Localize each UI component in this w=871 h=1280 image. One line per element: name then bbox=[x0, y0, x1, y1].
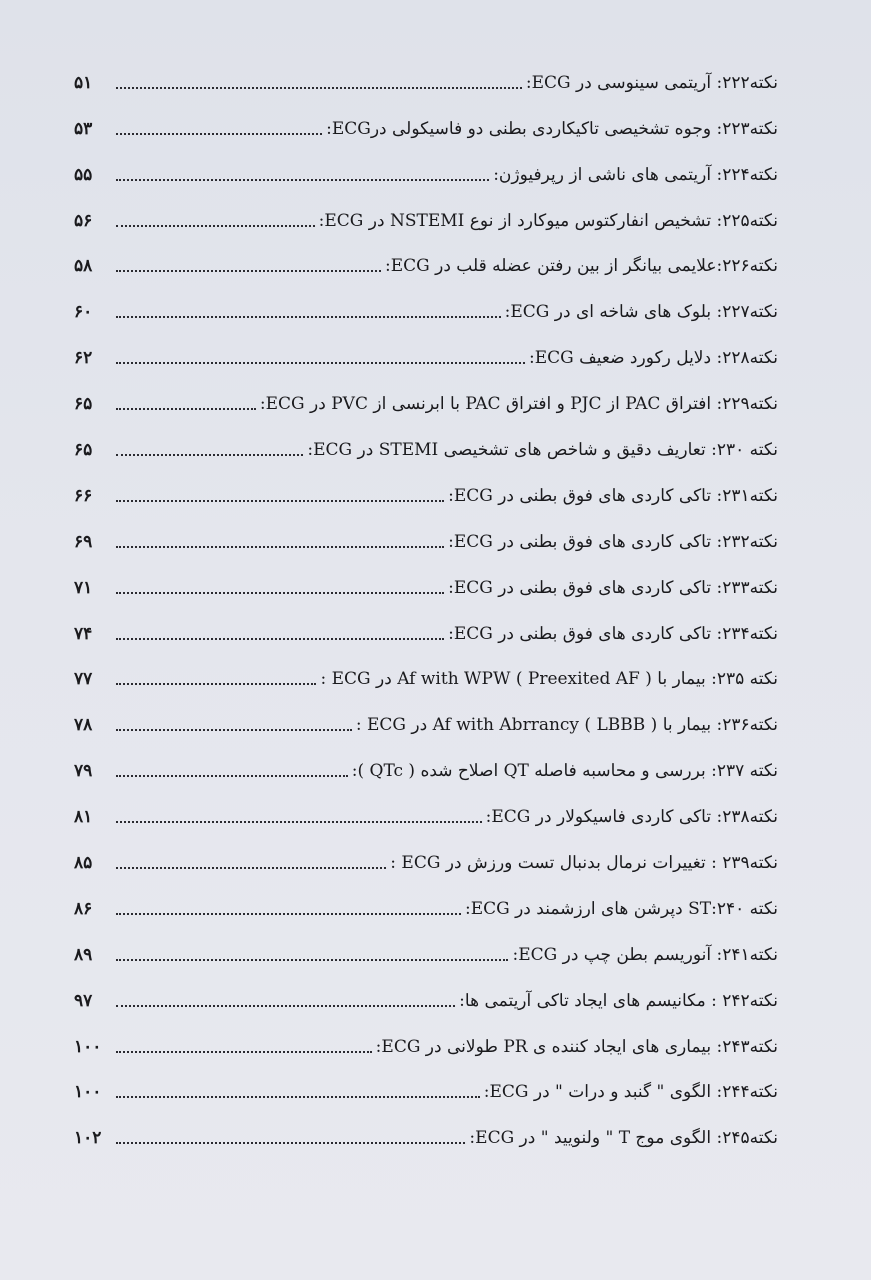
dot-leader bbox=[116, 1096, 480, 1098]
toc-entry-page-number: ۵۸ bbox=[74, 256, 93, 277]
toc-entry-page-number: ۱۰۲ bbox=[74, 1128, 102, 1149]
toc-entry bbox=[74, 417, 778, 463]
toc-entry-title: نکته۲۲۹: افتراق PAC از PJC و افتراق PAC با ابرنسی از PVC در ECG: bbox=[259, 394, 778, 415]
toc-entry-page-number: ۸۶ bbox=[74, 898, 93, 919]
toc-entry-title: نکته ۲۳۷: بررسی و محاسبه فاصله QT اصلاح شده ( QTc ): bbox=[351, 761, 778, 782]
toc-entry-title: نکته۲۲۳: وجوه تشخیصی تاکیکاردی بطنی دو فاسیکولی درECG: bbox=[326, 118, 778, 139]
toc-entry bbox=[74, 784, 778, 830]
dot-leader bbox=[116, 362, 525, 364]
toc-entry bbox=[74, 876, 778, 922]
dot-leader bbox=[116, 500, 444, 502]
toc-entry-page-number: ۸۹ bbox=[74, 944, 93, 965]
toc-entry bbox=[74, 830, 778, 876]
dot-leader bbox=[116, 225, 315, 227]
dot-leader bbox=[116, 270, 381, 272]
dot-leader bbox=[116, 87, 522, 89]
toc-entry-page-number: ۶۲ bbox=[74, 348, 93, 369]
dot-leader bbox=[116, 454, 303, 456]
toc-entry bbox=[74, 234, 778, 280]
toc-entry-title: نکته۲۴۱: آنوریسم بطن چپ در ECG: bbox=[512, 944, 778, 965]
dot-leader bbox=[116, 913, 461, 915]
toc-entry bbox=[74, 922, 778, 968]
toc-entry-title: نکته۲۲۶:علایمی بیانگر از بین رفتن عضله قلب در ECG: bbox=[384, 256, 778, 277]
toc-entry-page-number: ۵۱ bbox=[74, 72, 93, 93]
toc-entry-page-number: ۷۷ bbox=[74, 669, 93, 690]
toc-entry-title: نکته ۲۴۰:ST دپرشن های ارزشمند در ECG: bbox=[464, 898, 778, 919]
dot-leader bbox=[116, 316, 501, 318]
toc-entry-title: نکته۲۲۲: آریتمی سینوسی در ECG: bbox=[525, 72, 778, 93]
toc-entry-title: نکته۲۳۸: تاکی کاردی فاسیکولار در ECG: bbox=[485, 807, 778, 828]
toc-entry bbox=[74, 50, 778, 96]
toc-entry-title: نکته۲۳۹ : تغییرات نرمال بدنبال تست ورزش در ECG : bbox=[390, 853, 778, 874]
toc-entry-title: نکته۲۲۷: بلوک های شاخه ای در ECG: bbox=[504, 302, 778, 323]
dot-leader bbox=[116, 683, 316, 685]
dot-leader bbox=[116, 821, 482, 823]
toc-entry-title: نکته ۲۳۵: بیمار با ( Af with WPW ( Preexited AF در ECG : bbox=[320, 669, 778, 690]
toc-entry-page-number: ۶۰ bbox=[74, 302, 93, 323]
toc-entry-page-number: ۱۰۰ bbox=[74, 1082, 102, 1103]
table-of-contents bbox=[74, 50, 778, 1151]
dot-leader bbox=[116, 729, 352, 731]
toc-entry bbox=[74, 1060, 778, 1106]
toc-entry-title: نکته۲۴۵: الگوی موج T " ولنویید " در ECG: bbox=[469, 1128, 778, 1149]
toc-entry bbox=[74, 279, 778, 325]
dot-leader bbox=[116, 1142, 465, 1144]
toc-entry-title: نکته۲۳۲: تاکی کاردی های فوق بطنی در ECG: bbox=[448, 531, 778, 552]
toc-entry bbox=[74, 96, 778, 142]
dot-leader bbox=[116, 1051, 372, 1053]
toc-entry bbox=[74, 1105, 778, 1151]
toc-entry bbox=[74, 371, 778, 417]
toc-entry-title: نکته۲۴۴: الگوی " گنبد و درات " در ECG: bbox=[483, 1082, 778, 1103]
toc-entry bbox=[74, 692, 778, 738]
toc-entry-title: نکته۲۲۸: دلایل رکورد ضعیف ECG: bbox=[529, 348, 778, 369]
dot-leader bbox=[116, 775, 348, 777]
toc-entry bbox=[74, 738, 778, 784]
toc-entry-title: نکته۲۲۴: آریتمی های ناشی از رپرفیوژن: bbox=[493, 164, 778, 185]
dot-leader bbox=[116, 592, 444, 594]
toc-entry-page-number: ۶۶ bbox=[74, 485, 93, 506]
toc-entry-page-number: ۷۸ bbox=[74, 715, 93, 736]
toc-entry bbox=[74, 1014, 778, 1060]
toc-entry bbox=[74, 463, 778, 509]
dot-leader bbox=[116, 638, 444, 640]
toc-entry bbox=[74, 555, 778, 601]
dot-leader bbox=[116, 179, 489, 181]
dot-leader bbox=[116, 546, 444, 548]
toc-entry-title: نکته۲۲۵: تشخیص انفارکتوس میوکارد از نوع NSTEMI در ECG: bbox=[318, 210, 778, 231]
toc-entry bbox=[74, 509, 778, 555]
toc-entry bbox=[74, 601, 778, 647]
toc-entry-page-number: ۶۵ bbox=[74, 394, 93, 415]
toc-entry-page-number: ۷۹ bbox=[74, 761, 93, 782]
toc-entry-title: نکته ۲۳۰: تعاریف دقیق و شاخص های تشخیصی STEMI در ECG: bbox=[307, 440, 778, 461]
dot-leader bbox=[116, 959, 508, 961]
toc-entry-page-number: ۸۵ bbox=[74, 853, 93, 874]
toc-entry-title: نکته۲۳۱: تاکی کاردی های فوق بطنی در ECG: bbox=[448, 485, 778, 506]
toc-entry-title: نکته۲۴۲ : مکانیسم های ایجاد تاکی آریتمی ها: bbox=[459, 990, 778, 1011]
toc-entry-page-number: ۶۵ bbox=[74, 440, 93, 461]
toc-entry-page-number: ۸۱ bbox=[74, 807, 93, 828]
toc-entry bbox=[74, 968, 778, 1014]
toc-entry bbox=[74, 188, 778, 234]
toc-entry-page-number: ۵۳ bbox=[74, 118, 93, 139]
toc-entry-page-number: ۷۱ bbox=[74, 577, 93, 598]
toc-entry-title: نکته۲۳۴: تاکی کاردی های فوق بطنی در ECG: bbox=[448, 623, 778, 644]
toc-entry-title: نکته۲۴۳: بیماری های ایجاد کننده ی PR طولانی در ECG: bbox=[375, 1036, 778, 1057]
toc-entry-page-number: ۶۹ bbox=[74, 531, 93, 552]
toc-entry-title: نکته۲۳۶: بیمار با ( Af with Abrrancy ( LBBB در ECG : bbox=[355, 715, 778, 736]
toc-entry bbox=[74, 142, 778, 188]
dot-leader bbox=[116, 1005, 455, 1007]
dot-leader bbox=[116, 408, 256, 410]
dot-leader bbox=[116, 867, 386, 869]
dot-leader bbox=[116, 133, 322, 135]
toc-entry-page-number: ۷۴ bbox=[74, 623, 93, 644]
toc-entry-title: نکته۲۳۳: تاکی کاردی های فوق بطنی در ECG: bbox=[448, 577, 778, 598]
toc-entry bbox=[74, 647, 778, 693]
toc-entry-page-number: ۹۷ bbox=[74, 990, 93, 1011]
toc-entry bbox=[74, 325, 778, 371]
toc-entry-page-number: ۱۰۰ bbox=[74, 1036, 102, 1057]
toc-entry-page-number: ۵۵ bbox=[74, 164, 93, 185]
toc-entry-page-number: ۵۶ bbox=[74, 210, 93, 231]
